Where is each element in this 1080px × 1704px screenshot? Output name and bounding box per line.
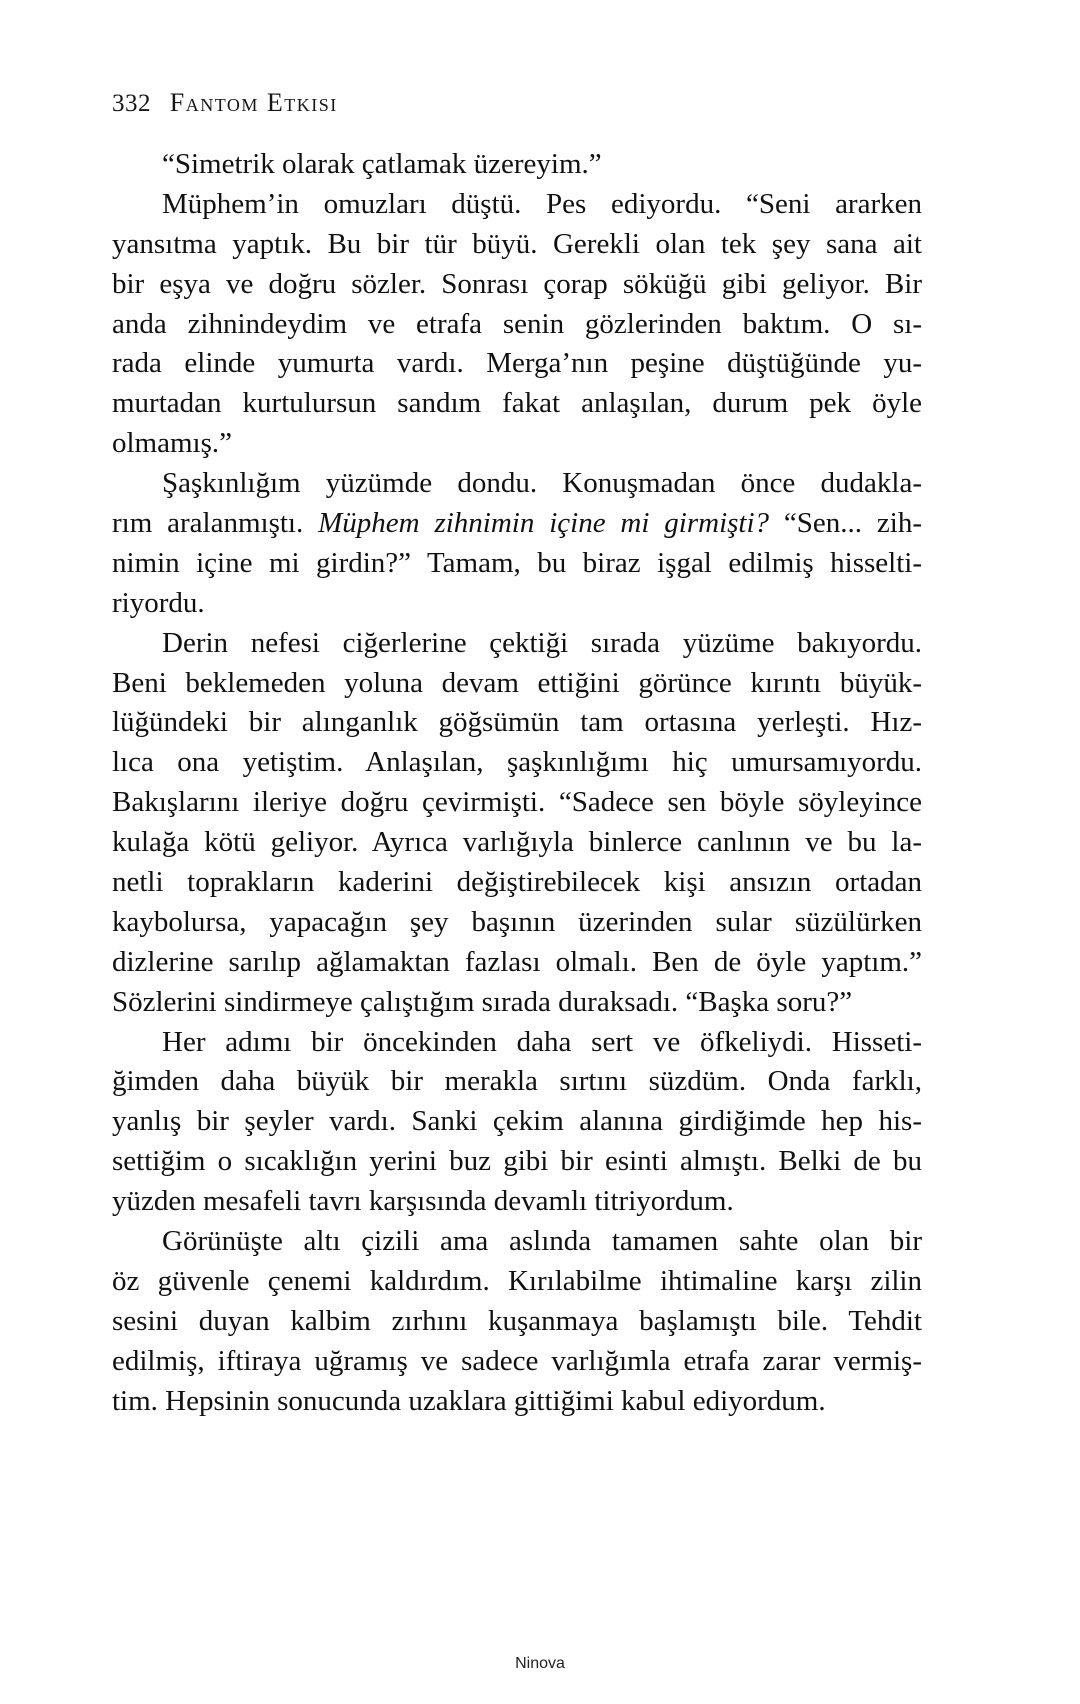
text-line: sesini duyan kalbim zırhını kuşanmaya başlamıştı bile. Tehdit (112, 1304, 922, 1337)
text-line: settiğim o sıcaklığın yerini buz gibi bir esinti almıştı. Belki de bu (112, 1145, 922, 1178)
text-line: riyordu. (112, 586, 205, 619)
body-text (112, 145, 922, 1422)
text-line: netli toprakların kaderini değiştirebilecek kişi ansızın ortadan (112, 866, 922, 899)
text-line: Müphem’in omuzları düştü. Pes ediyordu. “Seni ararken (162, 187, 922, 220)
page-number: 332 (112, 90, 151, 117)
text-line: yanlış bir şeyler vardı. Sanki çekim alanına girdiğimde hep his- (112, 1105, 922, 1138)
text-line: nimin içine mi girdin?” Tamam, bu biraz işgal edilmiş hisselti- (112, 546, 922, 579)
text-line: ğimden daha büyük bir merakla sırtını süzdüm. Onda farklı, (112, 1065, 922, 1098)
text-line: Beni beklemeden yoluna devam ettiğini görünce kırıntı büyük- (112, 666, 922, 699)
text-line (112, 504, 922, 544)
paragraph (112, 145, 922, 185)
text-line: Sözlerini sindirmeye çalıştığım sırada duraksadı. “Başka soru?” (112, 985, 853, 1018)
text-line: öz güvenle çenemi kaldırdım. Kırılabilme ihtimaline karşı zilin (112, 1264, 922, 1297)
text-line: murtadan kurtulursun sandım fakat anlaşılan, durum pek öyle (112, 387, 922, 420)
text-line: rada elinde yumurta vardı. Merga’nın peşine düştüğünde yu- (112, 347, 922, 380)
paragraph (112, 1222, 922, 1421)
book-title: Fantom Etkisi (169, 88, 338, 117)
text-line: anda zihnindeydim ve etrafa senin gözlerinden baktım. O sı- (112, 307, 922, 340)
text-run: rım aralanmıştı. (112, 507, 319, 540)
publisher-mark: Ninova (515, 1655, 565, 1672)
text-line: Her adımı bir öncekinden daha sert ve öfkeliydi. Hisseti- (162, 1025, 922, 1058)
text-line: Derin nefesi ciğerlerine çektiği sırada yüzüme bakıyordu. (162, 626, 922, 659)
text-line: Bakışlarını ileriye doğru çevirmişti. “Sadece sen böyle söyleyince (112, 786, 922, 819)
text-line: kulağa kötü geliyor. Ayrıca varlığıyla binlerce canlının ve bu la- (112, 826, 922, 859)
text-line: lıca ona yetiştim. Anlaşılan, şaşkınlığımı hiç umursamıyordu. (112, 746, 922, 779)
text-line: tim. Hepsinin sonucunda uzaklara gittiğimi kabul ediyordum. (112, 1384, 826, 1417)
italic-thought: Müphem zihnimin içine mi girmişti? (318, 507, 770, 540)
text-line: olmamış.” (112, 427, 233, 460)
text-line: Şaşkınlığım yüzümde dondu. Konuşmadan önce dudakla- (162, 467, 922, 500)
running-head (112, 88, 338, 118)
text-line: yüzden mesafeli tavrı karşısında devamlı titriyordum. (112, 1185, 734, 1218)
text-run: “Sen... zih- (769, 507, 922, 540)
paragraph (112, 185, 922, 464)
text-line: “Simetrik olarak çatlamak üzereyim.” (162, 148, 602, 180)
paragraph (112, 624, 922, 1023)
paragraph (112, 1023, 922, 1222)
text-line: bir eşya ve doğru sözler. Sonrası çorap söküğü gibi geliyor. Bir (112, 267, 922, 300)
text-line: lüğündeki bir alınganlık göğsümün tam ortasına yerleşti. Hız- (112, 706, 922, 739)
text-line: dizlerine sarılıp ağlamaktan fazlası olmalı. Ben de öyle yaptım.” (112, 945, 922, 978)
text-line: yansıtma yaptık. Bu bir tür büyü. Gerekli olan tek şey sana ait (112, 227, 922, 260)
text-line: Görünüşte altı çizili ama aslında tamamen sahte olan bir (162, 1225, 922, 1258)
text-line: edilmiş, iftiraya uğramış ve sadece varlığımla etrafa zarar vermiş- (112, 1344, 922, 1377)
paragraph (112, 464, 922, 624)
text-line: kaybolursa, yapacağın şey başının üzerinden sular süzülürken (112, 905, 922, 938)
